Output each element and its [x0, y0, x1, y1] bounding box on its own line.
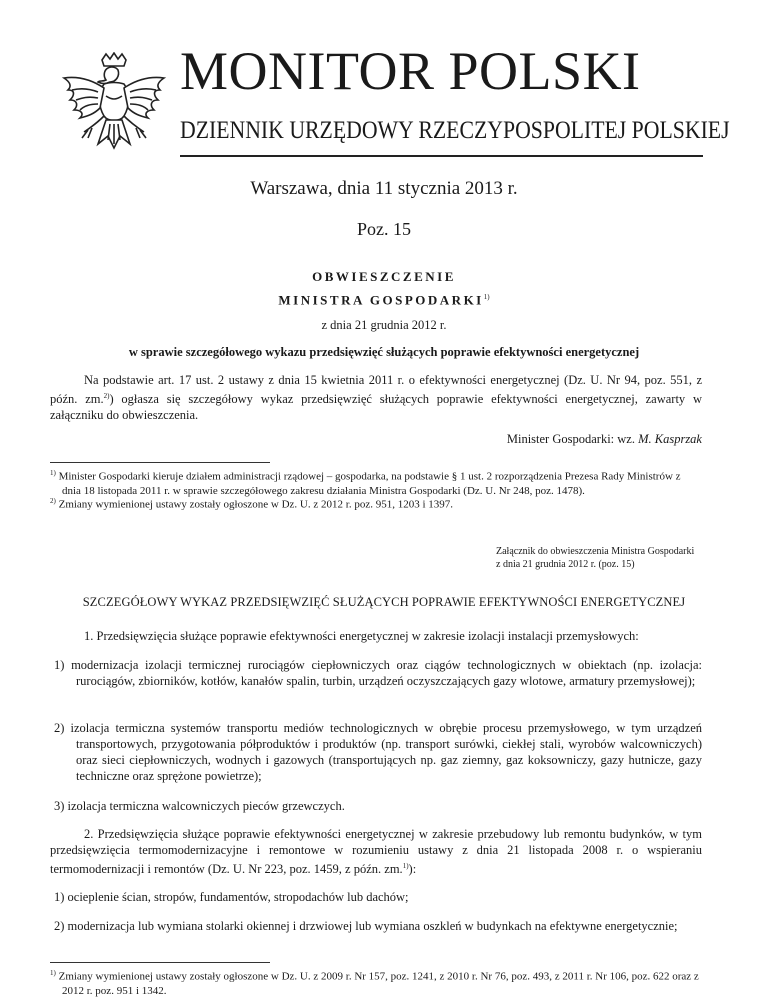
- annex-note-line2: z dnia 21 grudnia 2012 r. (poz. 15): [496, 559, 635, 570]
- masthead-title: MONITOR POLSKI: [180, 41, 641, 101]
- section-2-item-2: 2) modernizacja lub wymiana stolarki okiennej i drzwiowej lub wymiana oszkleń w budynkach na efektywne energetycznie;: [54, 919, 678, 933]
- section-2-footnote-ref: 1): [402, 862, 409, 870]
- signature: [507, 432, 702, 447]
- document-type: [0, 267, 768, 310]
- footnote-2: [50, 494, 702, 512]
- section-2-item-1: 1) ocieplenie ścian, stropów, fundamentów, stropodachów lub dachów;: [54, 890, 409, 904]
- section-2-heading: [50, 826, 702, 877]
- section-1-heading: 1. Przedsięwzięcia służące poprawie efektywności energetycznej w zakresie izolacji instalacji przemysłowych:: [84, 629, 639, 643]
- footnote-text: Minister Gospodarki kieruje działem administracji rządowej – gospodarka, na podstawie § 1 ust. 2 rozporządzenia Prezesa Rady Ministrów z dnia 18 listopada 2011 r. w sprawie szczegółowego zakresu działania Ministra Gospodarki (Dz. U. Nr 248, poz. 1478).: [58, 470, 681, 497]
- masthead-divider: [180, 155, 703, 157]
- footnote-mark: 1): [50, 969, 56, 977]
- intro-part1: Na podstawie art. 17 ust. 2 ustawy z dnia 15 kwietnia 2011 r. o efektywności energetycznej (Dz. U. Nr 94, poz. 551, z późn. zm.: [50, 373, 702, 407]
- doctype-line2: [0, 287, 768, 310]
- footnote-1: [50, 466, 702, 498]
- annex-note: [496, 545, 694, 571]
- footnote-mark: 2): [50, 497, 56, 505]
- signature-role: Minister Gospodarki: wz.: [506, 432, 635, 446]
- annex-title: SZCZEGÓŁOWY WYKAZ PRZEDSIĘWZIĘĆ SŁUŻĄCYCH POPRAWIE EFEKTYWNOŚCI ENERGETYCZNEJ: [82, 595, 686, 609]
- intro-paragraph: [50, 372, 702, 423]
- footnote-divider-bottom: [50, 962, 270, 963]
- section-2-heading-part2: ):: [408, 862, 417, 877]
- intro-footnote-ref: 2): [103, 392, 110, 400]
- footnote-bottom-1: [50, 966, 702, 998]
- masthead-subtitle: DZIENNIK URZĘDOWY RZECZYPOSPOLITEJ POLSKIEJ: [180, 117, 730, 144]
- doctype-footnote-ref: 1): [483, 293, 490, 301]
- section-1-item-1: 1) modernizacja izolacji termicznej rurociągów ciepłowniczych oraz ciągów technologicznych w obiektach (np. izolacja: rurociągów, zbiorników, kotłów, kanałów spalin, turbin, urządzeń oczyszczających gazy wlotowe, armatury przemysłowej);: [54, 658, 702, 688]
- footnote-text: Zmiany wymienionej ustawy zostały ogłoszone w Dz. U. z 2012 r. poz. 951, 1203 i 1397.: [58, 498, 454, 511]
- doctype-line2-text: MINISTRA GOSPODARKI: [278, 292, 484, 308]
- document-subject: w sprawie szczegółowego wykazu przedsięwzięć służących poprawie efektywności energetycznej: [128, 345, 640, 359]
- footnote-divider: [50, 462, 270, 463]
- annex-note-line1: Załącznik do obwieszczenia Ministra Gospodarki: [496, 546, 695, 557]
- intro-part2: ) ogłasza się szczegółowy wykaz przedsięwzięć służących poprawie efektywności energetycznej, zawarty w załączniku do obwieszczenia.: [50, 392, 703, 423]
- issue-date: z dnia 21 grudnia 2012 r.: [321, 318, 447, 332]
- footnote-mark: 1): [50, 469, 56, 477]
- white-eagle-emblem-icon: [58, 52, 170, 172]
- footnote-text: Zmiany wymienionej ustawy zostały ogłoszone w Dz. U. z 2009 r. Nr 157, poz. 1241, z 2010 r. Nr 76, poz. 493, z 2011 r. Nr 106, poz. 622 oraz z 2012 r. poz. 951 i 1342.: [58, 970, 699, 997]
- section-1-item-3: 3) izolacja termiczna walcowniczych pieców grzewczych.: [54, 799, 345, 813]
- doctype-line1: OBWIESZCZENIE: [312, 269, 456, 284]
- position-number: Poz. 15: [357, 219, 411, 239]
- place-and-date: Warszawa, dnia 11 stycznia 2013 r.: [250, 178, 518, 199]
- section-1-item-2: 2) izolacja termiczna systemów transportu mediów technologicznych w obrębie procesu przemysłowego, w tym urządzeń transportowych, przygotowania półproduktów i produktów (np. transport surówki, ciekłej stali, wyrobów walcowniczych) oraz sieci ciepłowniczych, wodnych i gazowych (transportujących np. gaz ziemny, gaz koksowniczy, gazy hutnicze, gazy techniczne oraz sprężone powietrze);: [54, 721, 702, 783]
- section-2-heading-part1: 2. Przedsięwzięcia służące poprawie efektywności energetycznej w zakresie przebudowy lub remontu budynków, w tym przedsięwzięcia termomodernizacyjne i remontowe w rozumieniu ustawy z dnia 21 listopada 2008 r. o wspieraniu termomodernizacji i remontów (Dz. U. Nr 223, poz. 1459, z późn. zm.: [50, 827, 702, 877]
- signature-name: M. Kasprzak: [638, 432, 702, 446]
